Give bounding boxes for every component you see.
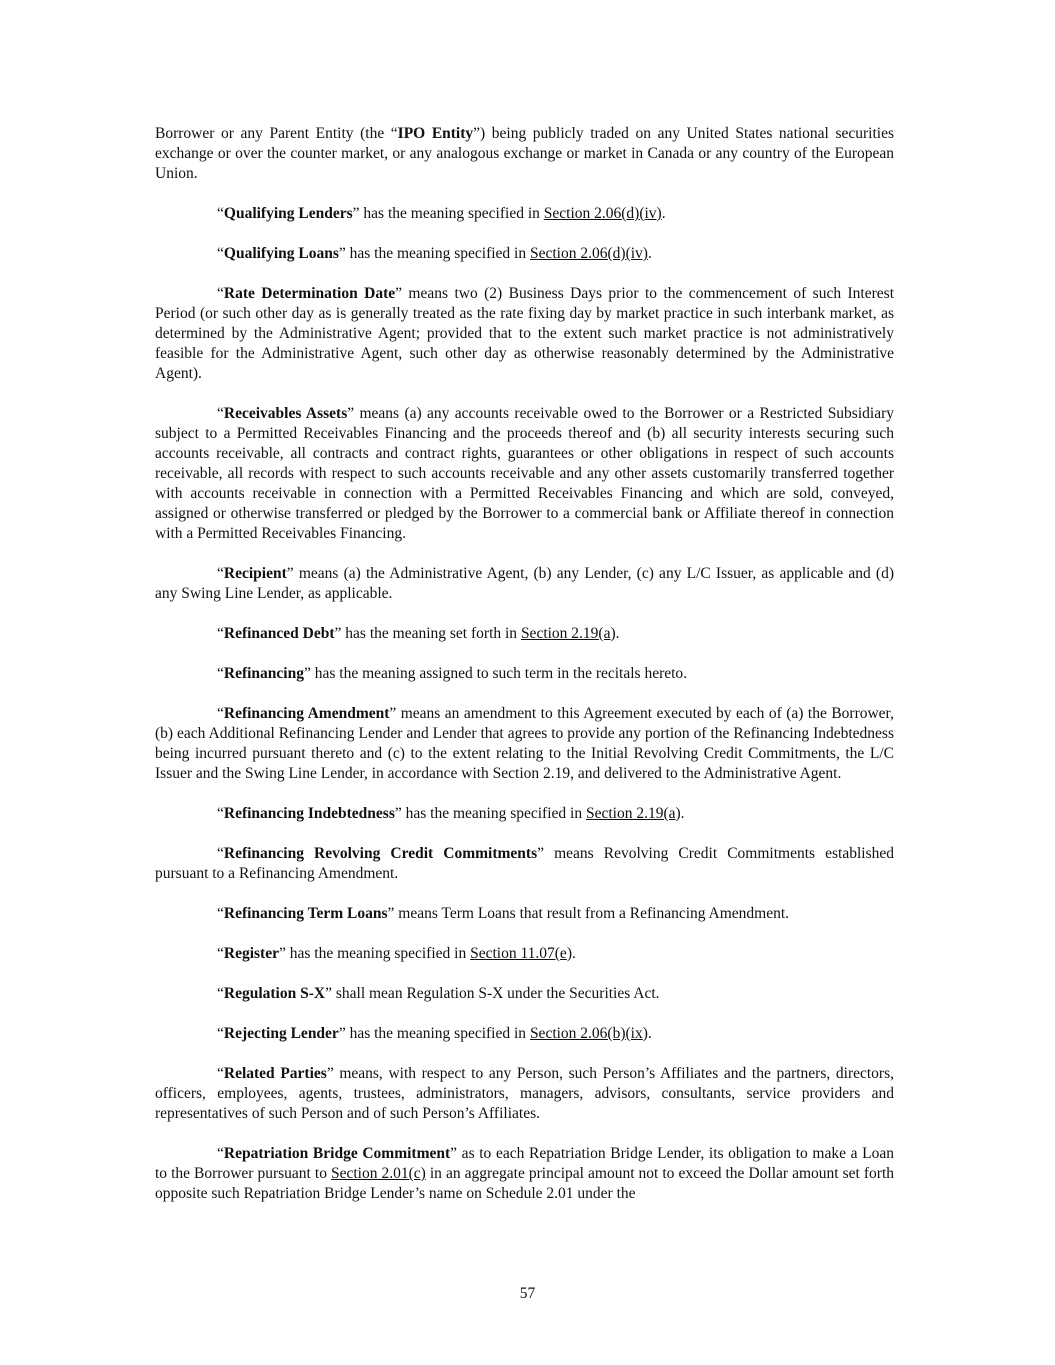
defined-term: Recipient: [223, 565, 287, 582]
section-reference: Section 2.06(d)(iv): [543, 205, 662, 222]
definition-text: ).: [610, 625, 620, 642]
definition-refinancing: “Refinancing” has the meaning assigned to such term in the recitals hereto.: [217, 665, 688, 682]
definition-regulation-s-x: “Regulation S-X” shall mean Regulation S-X under the Securities Act.: [217, 985, 660, 1002]
defined-term: Register: [223, 945, 279, 962]
defined-term: Rejecting Lender: [223, 1025, 339, 1042]
defined-term: Refinancing Indebtedness: [223, 805, 395, 822]
definition-text: .: [647, 245, 652, 262]
defined-term: Qualifying Lenders: [223, 205, 353, 222]
definition-text: ” has the meaning assigned to such term in the recitals hereto.: [303, 665, 688, 682]
defined-term: Receivables Assets: [223, 405, 348, 422]
definition-receivables-assets: “Receivables Assets” means (a) any accounts receivable owed to the Borrower or a Restricted Subsidiary subject to a Permitted Receivables Financing and the proceeds thereof and (b) all security interests securing such accounts receivable, all contracts and contract rights, guarantees or other obligations in respect of such accounts receivable, all records with respect to such accounts receivable and any other assets customarily transferred together with accounts receivable in connection with a Permitted Receivables Financing and which are sold, conveyed, assigned or otherwise transferred or pledged by the Borrower to a commercial bank or Affiliate thereof in connection with a Permitted Receivables Financing.: [155, 405, 894, 542]
definition-text: ).: [675, 805, 685, 822]
definition-rate-determination-date: “Rate Determination Date” means two (2) Business Days prior to the commencement of such Interest Period (or such other day as is generally treated as the rate fixing day by market practice in such interbank market, as determined by the Administrative Agent; provided that to the extent such market practice is not administratively feasible for the Administrative Agent, such other day as otherwise reasonably determined by the Administrative Agent).: [155, 285, 894, 382]
definition-refinancing-indebtedness: “Refinancing Indebtedness” has the meaning specified in Section 2.19(a).: [217, 805, 685, 822]
definition-text: ” as to each Repatriation Bridge Lender, its obligation to make a Loan to the Borrower pursuant to: [155, 1145, 894, 1182]
defined-term: Refinancing Term Loans: [223, 905, 388, 922]
definition-text: ” shall mean Regulation S-X under the Securities Act.: [325, 985, 660, 1002]
defined-term: Refinancing Amendment: [223, 705, 390, 722]
definition-text: in an aggregate principal amount not to exceed the Dollar amount set forth opposite such Repatriation Bridge Lender’s name on Schedule 2.01 under the: [155, 1165, 894, 1202]
defined-term: Rate Determination Date: [223, 285, 396, 302]
definition-refinancing-term-loans: “Refinancing Term Loans” means Term Loans that result from a Refinancing Amendment.: [217, 905, 790, 922]
section-reference: Section 2.06(b)(ix: [529, 1025, 643, 1042]
definition-repatriation-bridge-commitment: “Repatriation Bridge Commitment” as to each Repatriation Bridge Lender, its obligation to make a Loan to the Borrower pursuant to Section 2.01(c) in an aggregate principal amount not to exceed the Dollar amount set forth opposite such Repatriation Bridge Lender’s name on Schedule 2.01 under the: [155, 1145, 894, 1202]
defined-term: Qualifying Loans: [223, 245, 339, 262]
page-number: 57: [519, 1285, 536, 1302]
section-reference: Section 2.01(c): [330, 1165, 426, 1182]
definition-refinancing-amendment: “Refinancing Amendment” means an amendment to this Agreement executed by each of (a) the Borrower, (b) each Additional Refinancing Lender and Lender that agrees to provide any portion of the Refinancing Indebtedness being incurred pursuant thereto and (c) to the extent relating to the Initial Revolving Credit Commitments, the L/C Issuer and the Swing Line Lender, in accordance with Section 2.19, and delivered to the Administrative Agent.: [155, 705, 894, 782]
paragraph-text: ”) being publicly traded on any United States national securities exchange or over the counter market, or any analogous exchange or market in Canada or any country of the European Union.: [155, 125, 894, 182]
definition-text: ” has the meaning specified in: [338, 1025, 530, 1042]
definition-text: ).: [642, 1025, 652, 1042]
definition-text: ).: [566, 945, 576, 962]
definition-text: ” has the meaning set forth in: [334, 625, 521, 642]
definition-text: ” has the meaning specified in: [338, 245, 530, 262]
definition-register: “Register” has the meaning specified in Section 11.07(e).: [217, 945, 576, 962]
section-reference: Section 2.19(a: [585, 805, 676, 822]
paragraph-text: Borrower or any Parent Entity (the “: [155, 125, 398, 142]
definition-text: ” means (a) any accounts receivable owed to the Borrower or a Restricted Subsidiary subject to a Permitted Receivables Financing and the proceeds thereof and (b) all security interests securing such accounts receivable, all contracts and contract rights, guarantees or other obligations in respect of such accounts receivable, all records with respect to such accounts receivable and any other assets customarily transferred together with accounts receivable in connection with a Permitted Receivables Financing and which are sold, conveyed, assigned or otherwise transferred or pledged by the Borrower to a commercial bank or Affiliate thereof in connection with a Permitted Receivables Financing.: [155, 405, 894, 542]
definition-text: ” means an amendment to this Agreement executed by each of (a) the Borrower, (b) each Additional Refinancing Lender and Lender that agrees to provide any portion of the Refinancing Indebtedness being incurred pursuant thereto and (c) to the extent relating to the Initial Revolving Credit Commitments, the L/C Issuer and the Swing Line Lender, in accordance with Section 2.19, and delivered to the Administrative Agent.: [155, 705, 894, 782]
definition-text: .: [661, 205, 666, 222]
defined-term: Refinancing: [223, 665, 304, 682]
definition-recipient: “Recipient” means (a) the Administrative Agent, (b) any Lender, (c) any L/C Issuer, as applicable and (d) any Swing Line Lender, as applicable.: [155, 565, 894, 602]
definition-related-parties: “Related Parties” means, with respect to any Person, such Person’s Affiliates and the partners, directors, officers, employees, agents, trustees, administrators, managers, advisors, consultants, service providers and representatives of such Person and of such Person’s Affiliates.: [155, 1065, 894, 1122]
defined-term: Repatriation Bridge Commitment: [223, 1145, 451, 1162]
definition-refinancing-revolving-credit-commitments: “Refinancing Revolving Credit Commitments” means Revolving Credit Commitments established pursuant to a Refinancing Amendment.: [155, 845, 894, 882]
definition-text: ” means, with respect to any Person, such Person’s Affiliates and the partners, directors, officers, employees, agents, trustees, administrators, managers, advisors, consultants, service providers and representatives of such Person and of such Person’s Affiliates.: [155, 1065, 894, 1122]
section-reference: Section 2.19(a: [520, 625, 611, 642]
definition-text: ” has the meaning specified in: [278, 945, 471, 962]
definition-text: ” means Revolving Credit Commitments established pursuant to a Refinancing Amendment.: [155, 845, 894, 882]
definition-text: ” has the meaning specified in: [394, 805, 586, 822]
definition-rejecting-lender: “Rejecting Lender” has the meaning specified in Section 2.06(b)(ix).: [217, 1025, 652, 1042]
defined-term: Regulation S-X: [223, 985, 326, 1002]
document-body: [155, 124, 894, 1224]
definition-text: ” has the meaning specified in: [352, 205, 544, 222]
section-reference: Section 2.06(d)(iv): [530, 245, 648, 262]
definition-text: ” means two (2) Business Days prior to the commencement of such Interest Period (or such other day as is generally treated as the rate fixing day by market practice in such interbank market, as determined by the Administrative Agent; provided that to the extent such market practice is not administratively feasible for the Administrative Agent, such other day as otherwise reasonably determined by the Administrative Agent).: [155, 285, 894, 382]
definition-text: ” means (a) the Administrative Agent, (b) any Lender, (c) any L/C Issuer, as applicable and (d) any Swing Line Lender, as applicable.: [155, 565, 894, 602]
definition-qualifying-loans: “Qualifying Loans” has the meaning specified in Section 2.06(d)(iv).: [217, 245, 652, 262]
defined-term: IPO Entity: [397, 125, 474, 142]
defined-term: Refinancing Revolving Credit Commitments: [223, 845, 538, 862]
defined-term: Related Parties: [223, 1065, 327, 1082]
definition-text: ” means Term Loans that result from a Refinancing Amendment.: [387, 905, 790, 922]
definition-refinanced-debt: “Refinanced Debt” has the meaning set forth in Section 2.19(a).: [217, 625, 620, 642]
continuation-paragraph: [155, 124, 894, 184]
defined-term: Refinanced Debt: [223, 625, 335, 642]
section-reference: Section 11.07(e: [470, 945, 567, 962]
definition-qualifying-lenders: “Qualifying Lenders” has the meaning specified in Section 2.06(d)(iv).: [217, 205, 666, 222]
